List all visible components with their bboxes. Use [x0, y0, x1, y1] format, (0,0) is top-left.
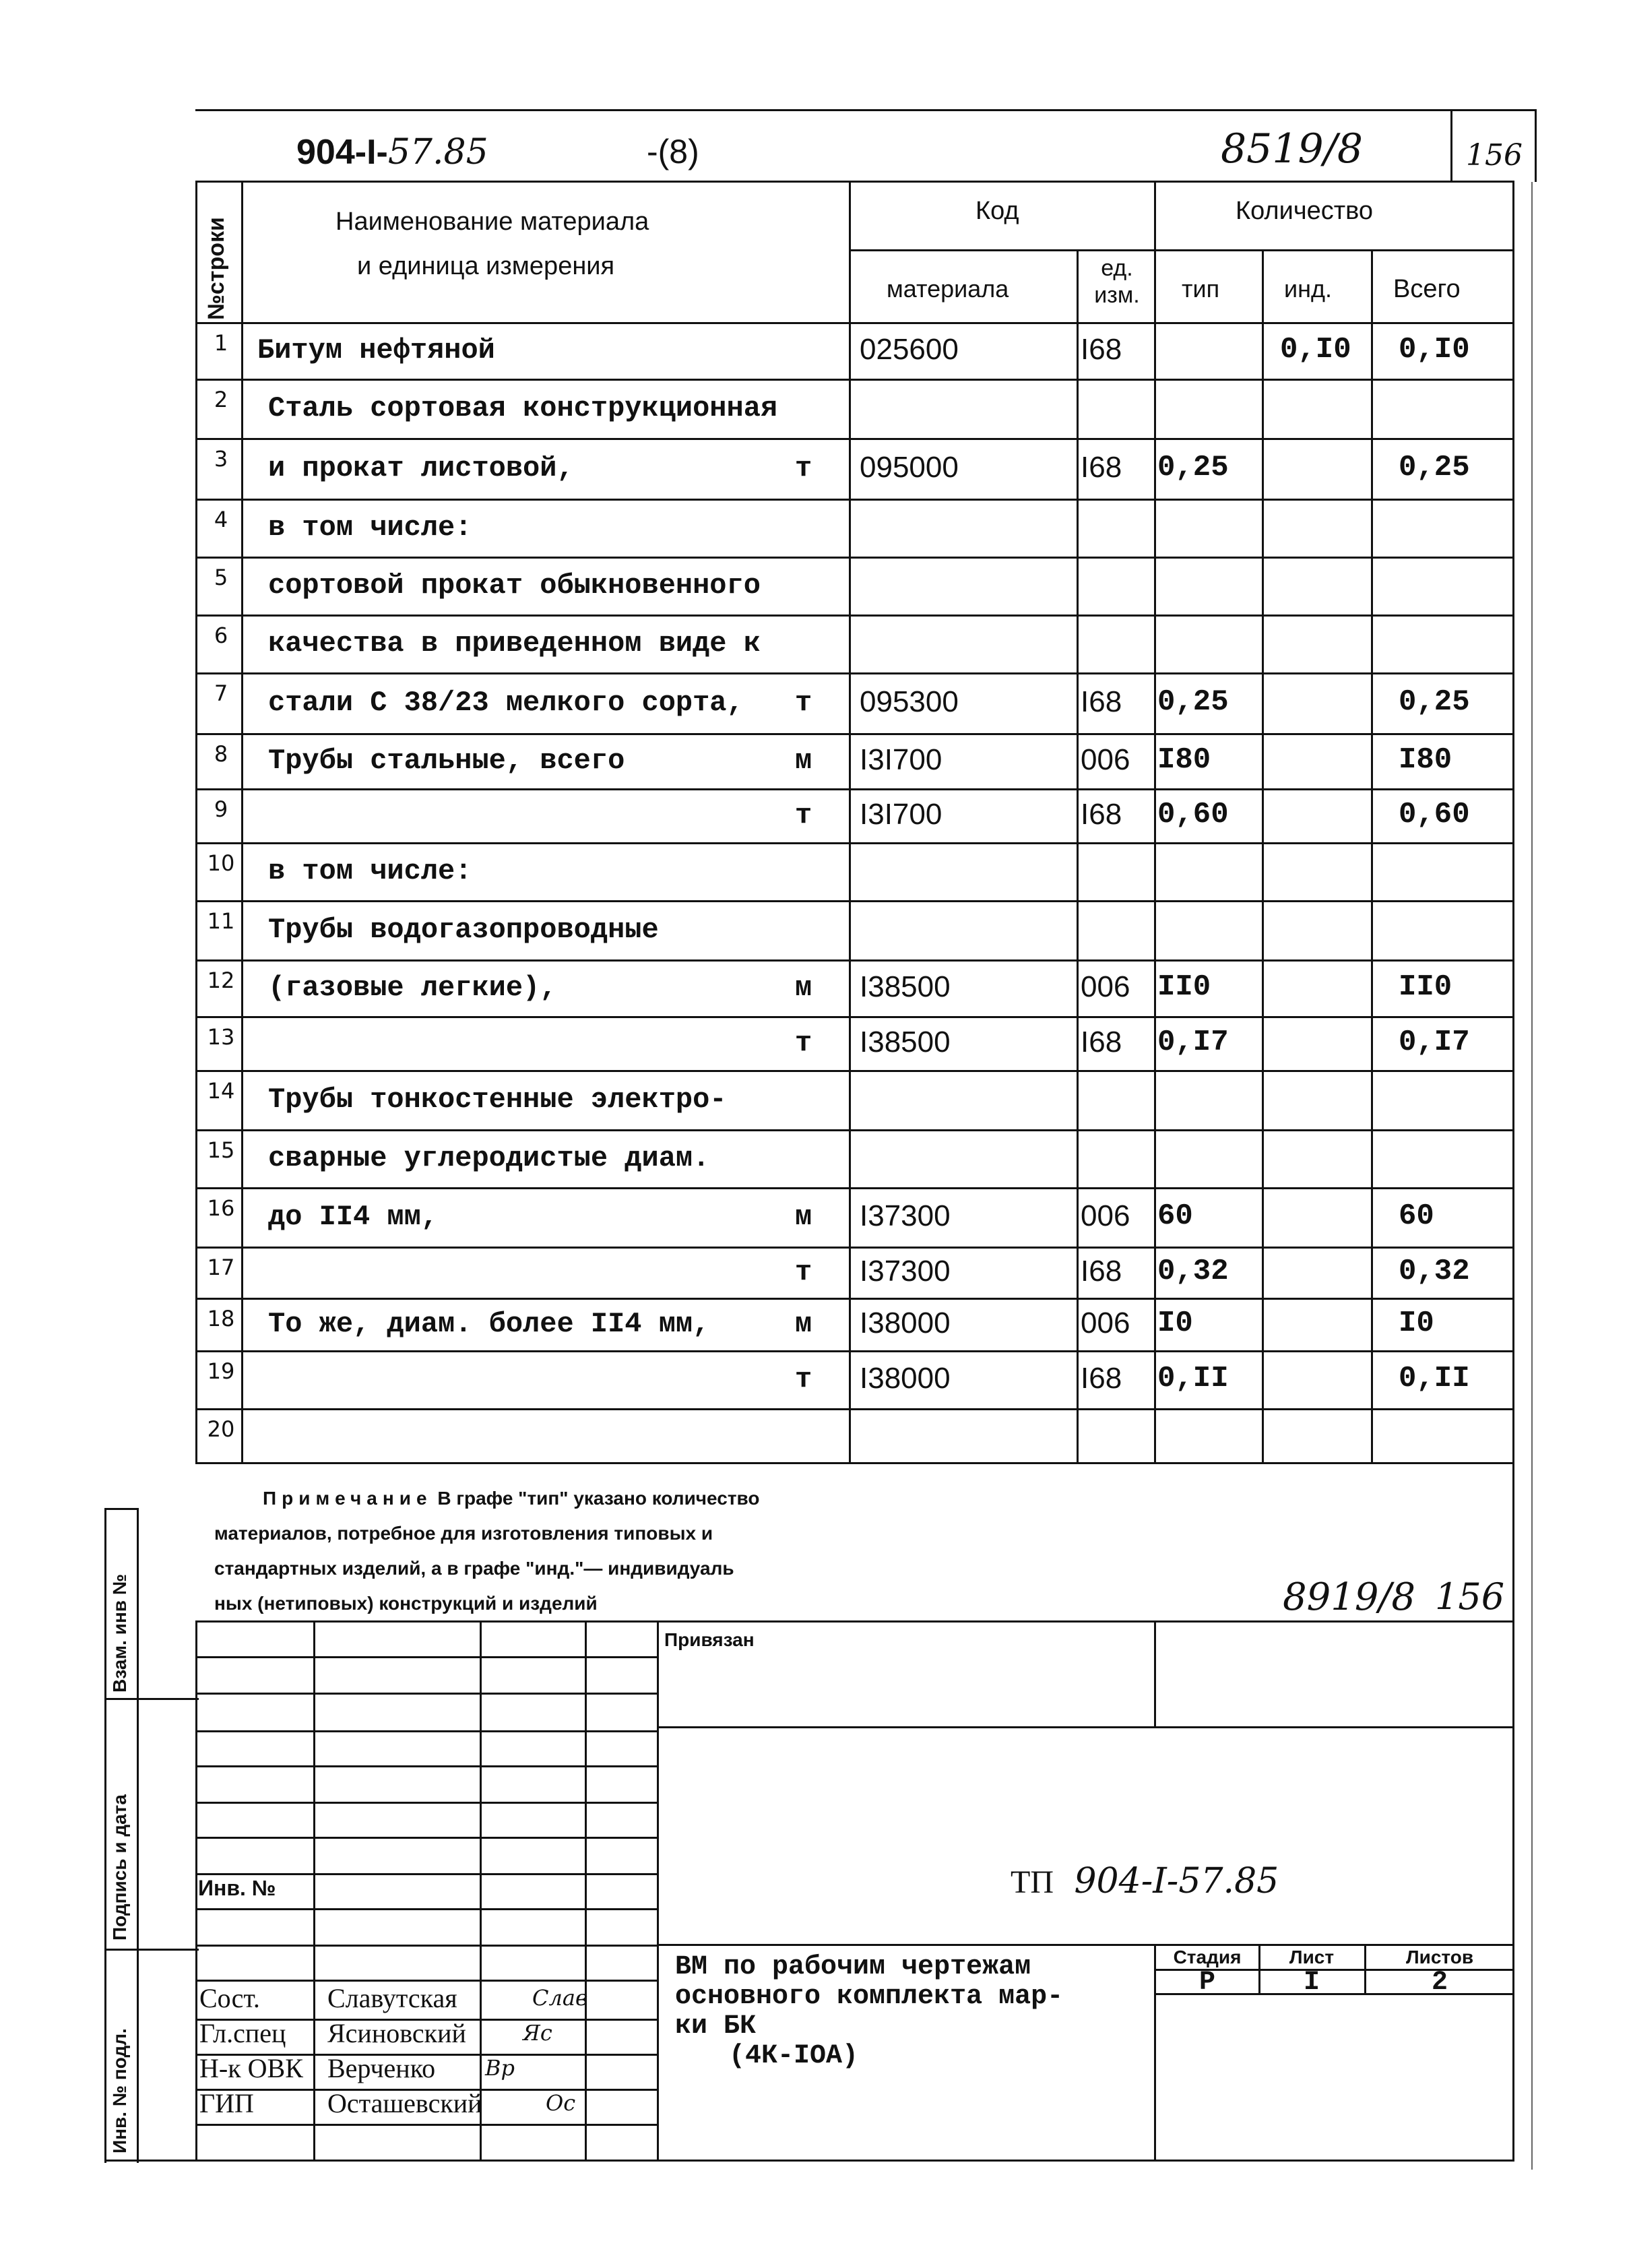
side-label-podpis: Подпись и дата [109, 1794, 130, 1941]
row-name: Трубы стальные, всего [268, 745, 625, 777]
header-series-prefix: 904-I- [296, 133, 388, 172]
signature: Слав [532, 1985, 588, 2011]
row-name: до II4 мм, [268, 1201, 439, 1233]
row-material-code: 095300 [860, 685, 959, 718]
row-name: стали С 38/23 мелкого сорта, [268, 687, 744, 719]
row-number: 9 [214, 796, 228, 822]
row-ind: 0,I0 [1280, 333, 1351, 367]
col-quantity-header: Количество [1236, 197, 1374, 225]
project-code-hand: 904-I-57.85 [1074, 1861, 1279, 1901]
row-unit-code: 006 [1081, 743, 1130, 776]
row-total: 0,60 [1399, 798, 1470, 831]
row-tip: 0,60 [1157, 798, 1229, 831]
row-unit-letter: т [795, 799, 812, 831]
row-material-code: 025600 [860, 333, 959, 366]
row-number: 19 [207, 1358, 235, 1384]
row-unit-code: I68 [1081, 1362, 1122, 1395]
row-unit-code: I68 [1081, 1026, 1122, 1059]
col-rownum-header: №строки [203, 217, 229, 320]
stadia-value: Р [1198, 1967, 1215, 1998]
side-label-vzam: Взам. инв № [109, 1574, 130, 1693]
side-label-podl: Инв. № подл. [109, 2028, 130, 2153]
row-total: I80 [1399, 743, 1452, 777]
row-unit-letter: м [795, 972, 812, 1004]
signer-role: Н-к ОВК [199, 2053, 303, 2083]
row-number: 17 [207, 1255, 235, 1280]
row-total: 0,I0 [1399, 333, 1470, 367]
listov-label: Листов [1405, 1947, 1474, 1967]
row-number: 16 [207, 1195, 235, 1221]
project-code [1011, 1861, 1279, 1901]
row-material-code: I38000 [860, 1362, 951, 1395]
row-number: 13 [207, 1024, 235, 1050]
row-unit-letter: т [795, 452, 812, 484]
row-unit-letter: м [795, 745, 812, 777]
row-total: 0,II [1399, 1362, 1470, 1395]
note-heading: Примечание [263, 1488, 433, 1509]
row-unit-code: I68 [1081, 798, 1122, 831]
row-name: Сталь сортовая конструкционная [268, 392, 778, 424]
row-name: Трубы тонкостенные электро- [268, 1083, 727, 1116]
row-unit-code: I68 [1081, 1255, 1122, 1288]
document-title-line4: (4К-IОА) [729, 2041, 859, 2071]
note-line3: стандартных изделий, а в графе "инд."— индивидуаль [214, 1558, 734, 1579]
signer-role: ГИП [199, 2088, 254, 2118]
row-name: в том числе: [268, 855, 472, 887]
row-number: 8 [214, 741, 228, 767]
row-name: Трубы водогазопроводные [268, 914, 659, 946]
row-number: 10 [207, 850, 235, 876]
col-unit-header: ед. изм. [1094, 255, 1140, 308]
row-tip: 0,I7 [1157, 1026, 1229, 1059]
col-name-header-line1: Наименование материала [335, 208, 649, 236]
row-tip: 0,25 [1157, 685, 1229, 719]
row-unit-letter: м [795, 1308, 812, 1340]
col-ind-header: инд. [1284, 275, 1332, 303]
privyazan-label: Привязан [664, 1629, 755, 1650]
row-material-code: I37300 [860, 1255, 951, 1288]
row-tip: I80 [1157, 743, 1211, 777]
inv-no-label: Инв. № [198, 1876, 276, 1900]
row-unit-code: 006 [1081, 1306, 1130, 1340]
row-material-code: I38000 [860, 1306, 951, 1340]
row-number: 5 [214, 565, 228, 590]
project-prefix: ТП [1011, 1864, 1054, 1900]
row-total: I0 [1399, 1306, 1434, 1340]
list-value: I [1303, 1967, 1320, 1998]
note-line1: В графе "тип" указано количество [437, 1488, 760, 1509]
signature: Яс [523, 2020, 552, 2046]
row-name: Битум нефтяной [257, 334, 495, 367]
list-label: Лист [1289, 1947, 1335, 1967]
row-number: 20 [207, 1416, 235, 1442]
row-total: 0,32 [1399, 1255, 1470, 1288]
signer-role: Гл.спец [199, 2018, 286, 2048]
row-total: 0,25 [1399, 685, 1470, 719]
row-number: 6 [214, 623, 228, 648]
row-number: 7 [214, 681, 228, 706]
row-name: сварные углеродистые диам. [268, 1142, 710, 1174]
row-number: 4 [214, 507, 228, 532]
row-unit-letter: т [795, 687, 812, 719]
row-unit-code: I68 [1081, 451, 1122, 484]
row-number: 11 [207, 908, 235, 934]
signature: Вр [485, 2055, 515, 2081]
row-number: 12 [207, 968, 235, 993]
signer-name: Ясиновский [327, 2018, 466, 2048]
row-number: 14 [207, 1078, 235, 1104]
signer-name: Верченко [327, 2053, 436, 2083]
signer-name: Осташевский [327, 2088, 482, 2118]
row-name: и прокат листовой, [268, 452, 574, 484]
row-tip: 0,II [1157, 1362, 1229, 1395]
row-unit-letter: т [795, 1256, 812, 1288]
row-material-code: I37300 [860, 1199, 951, 1232]
col-total-header: Всего [1393, 275, 1461, 303]
row-name: (газовые легкие), [268, 972, 557, 1004]
document-title-line1: ВМ по рабочим чертежам [675, 1952, 1031, 1982]
row-total: 0,25 [1399, 451, 1470, 484]
col-name-header-line2: и единица измерения [357, 252, 615, 280]
row-material-code: I38500 [860, 1026, 951, 1059]
row-unit-code: 006 [1081, 970, 1130, 1003]
header-inventory: 8519/8 [1221, 125, 1364, 172]
row-unit-letter: м [795, 1201, 812, 1233]
document-title-line2: основного комплекта мар- [675, 1982, 1064, 2012]
row-number: 15 [207, 1137, 235, 1163]
row-unit-code: I68 [1081, 333, 1122, 366]
row-material-code: I3I700 [860, 743, 942, 776]
col-code-header: Код [976, 197, 1019, 225]
document-title [675, 1953, 1063, 2071]
header-page-number: 156 [1466, 138, 1523, 172]
row-number: 1 [214, 330, 228, 356]
signer-name: Славутская [327, 1983, 457, 2013]
row-total: 0,I7 [1399, 1026, 1470, 1059]
row-material-code: I3I700 [860, 798, 942, 831]
row-unit-letter: т [795, 1027, 812, 1059]
note-inventory: 8919/8 [1283, 1575, 1416, 1619]
document-title-line3: ки БК [675, 2011, 757, 2042]
row-tip: 60 [1157, 1199, 1193, 1233]
row-total: II0 [1399, 970, 1452, 1004]
row-number: 3 [214, 446, 228, 472]
row-name: То же, диам. более II4 мм, [268, 1308, 710, 1340]
note-line4: ных (нетиповых) конструкций и изделий [214, 1593, 598, 1614]
header-series-suffix: 57.85 [387, 132, 488, 172]
row-unit-code: I68 [1081, 685, 1122, 718]
row-name: в том числе: [268, 511, 472, 544]
row-unit-code: 006 [1081, 1199, 1130, 1232]
row-material-code: 095000 [860, 451, 959, 484]
note-page: 156 [1435, 1575, 1505, 1618]
note-text [214, 1481, 760, 1621]
row-tip: I0 [1157, 1306, 1193, 1340]
row-tip: II0 [1157, 970, 1211, 1004]
header-part: -(8) [647, 133, 699, 170]
col-material-header: материала [887, 275, 1009, 303]
listov-value: 2 [1431, 1967, 1448, 1998]
row-tip: 0,32 [1157, 1255, 1229, 1288]
note-line2: материалов, потребное для изготовления типовых и [214, 1523, 713, 1544]
row-number: 2 [214, 387, 228, 412]
signer-role: Сост. [199, 1983, 260, 2013]
row-material-code: I38500 [860, 970, 951, 1003]
row-tip: 0,25 [1157, 451, 1229, 484]
col-tip-header: тип [1182, 275, 1220, 303]
row-total: 60 [1399, 1199, 1434, 1233]
signature: Ос [546, 2090, 576, 2116]
stadia-label: Стадия [1173, 1947, 1242, 1967]
row-unit-letter: т [795, 1363, 812, 1395]
row-name: качества в приведенном виде к [268, 627, 761, 660]
header-series [296, 132, 488, 172]
row-number: 18 [207, 1306, 235, 1331]
row-name: сортовой прокат обыкновенного [268, 569, 761, 602]
